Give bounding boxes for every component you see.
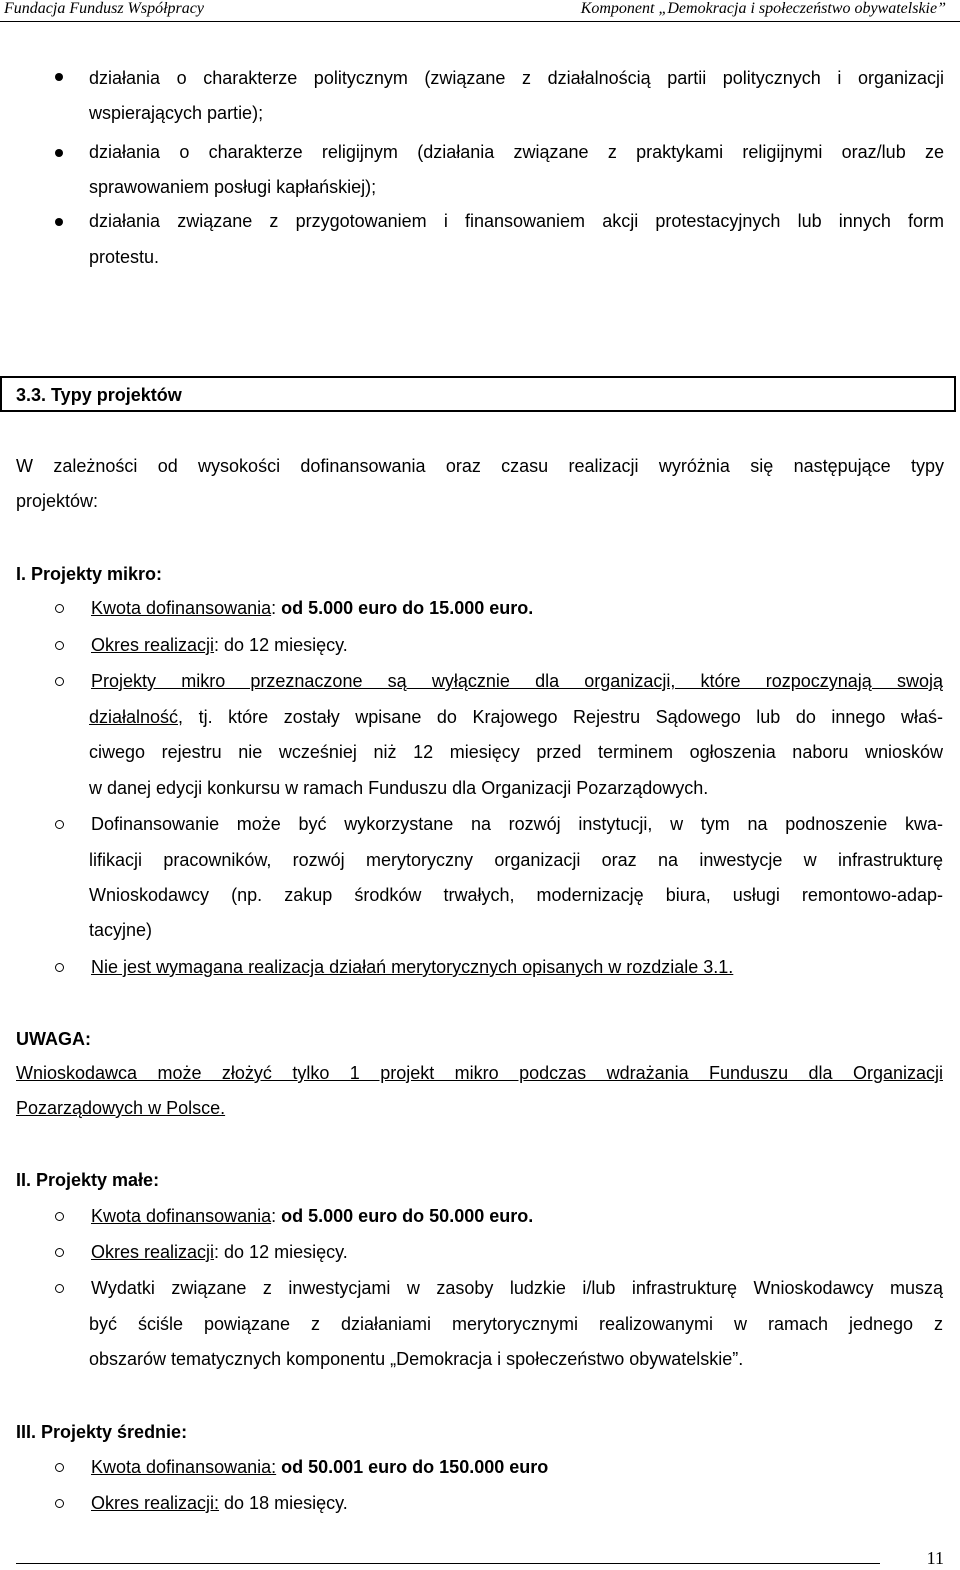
funding-value: od 50.001 euro do 150.000 euro [276,1457,549,1477]
micro-not-required: Nie jest wymagana realizacja działań merytorycznych opisanych w rozdziale 3.1. [91,957,734,977]
period-value: : do 12 miesięcy. [214,635,348,655]
medium-funding [91,1450,548,1485]
bullet-icon [55,1284,64,1293]
micro-cofinancing: Dofinansowanie może być wykorzystane na rozwój instytucji, w tym na podnoszenie kwa- [91,814,943,834]
bullet-icon [55,641,64,650]
list-item-continuation: protestu. [89,247,160,267]
eligibility-text: tj. które zostały wpisane do Krajowego Rejestru Sądowego lub do innego właś- [183,707,943,727]
bullet-icon [55,820,64,829]
section-title-box [0,376,956,412]
bullet-icon [55,73,63,81]
small-period [91,1235,348,1270]
list-item: działania o charakterze religijnym (działania związane z praktykami religijnymi oraz/lub ze [89,142,944,162]
medium-period [91,1486,348,1521]
bullet-icon [55,1499,64,1508]
section-intro: W zależności od wysokości dofinansowania oraz czasu realizacji wyróżnia się następujące typy [16,456,944,476]
section-title: 3.3. Typy projektów [16,385,182,405]
period-value: do 18 miesięcy. [219,1493,348,1513]
bullet-icon [55,1212,64,1221]
bullet-icon [55,1248,64,1257]
page-header [0,0,960,22]
page-number: 11 [926,1548,944,1568]
note-label: UWAGA: [16,1029,91,1049]
small-expenses: Wydatki związane z inwestycjami w zasoby ludzkie i/lub infrastrukturę Wnioskodawcy muszą [91,1278,943,1298]
micro-eligibility-line [89,700,943,735]
micro-heading: I. Projekty mikro: [16,564,163,584]
micro-cofinancing-line: tacyjne) [89,920,153,940]
small-funding [91,1199,533,1234]
small-expenses-line: obszarów tematycznych komponentu „Demokracja i społeczeństwo obywatelskie”. [89,1349,744,1369]
footer-rule [16,1563,880,1564]
bullet-icon [55,604,64,613]
funding-value: od 5.000 euro do 50.000 euro. [281,1206,534,1226]
bullet-icon [55,963,64,972]
funding-label: Kwota dofinansowania [91,598,272,618]
micro-cofinancing-line: Wnioskodawcy (np. zakup środków trwałych, modernizację biura, usługi remontowo-adap- [89,885,943,905]
micro-period [91,628,348,663]
header-left-text: Fundacja Fundusz Współpracy [4,0,204,17]
header-right-text: Komponent „Demokracja i społeczeństwo obywatelskie” [580,0,946,17]
period-value: : do 12 miesięcy. [214,1242,348,1262]
funding-value: od 5.000 euro do 15.000 euro. [281,598,534,618]
funding-separator: : [271,598,282,618]
note-text: Wnioskodawca może złożyć tylko 1 projekt mikro podczas wdrażania Funduszu dla Organizacji [16,1063,943,1083]
small-expenses-line: być ściśle powiązane z działaniami merytorycznymi realizowanymi w ramach jednego z [89,1314,943,1334]
period-label: Okres realizacji: [91,1493,220,1513]
note-text-continuation: Pozarządowych w Polsce. [16,1098,226,1118]
period-label: Okres realizacji [91,1242,215,1262]
bullet-icon [55,1463,64,1472]
micro-cofinancing-line: lifikacji pracowników, rozwój merytoryczny organizacji oraz na inwestycje w infrastrukturę [89,850,943,870]
list-item-continuation: wspierających partie); [89,103,264,123]
period-label: Okres realizacji [91,635,215,655]
micro-eligibility-line: ciwego rejestru nie wcześniej niż 12 miesięcy przed terminem ogłoszenia naboru wniosków [89,742,943,762]
funding-label: Kwota dofinansowania [91,1206,272,1226]
micro-eligibility: Projekty mikro przeznaczone są wyłącznie dla organizacji, które rozpoczynają swoją [91,671,943,691]
list-item: działania związane z przygotowaniem i finansowaniem akcji protestacyjnych lub innych form [89,211,944,231]
funding-separator: : [271,1206,282,1226]
section-intro-continuation: projektów: [16,491,99,511]
bullet-icon [55,149,63,157]
list-item-continuation: sprawowaniem posługi kapłańskiej); [89,177,377,197]
medium-heading: III. Projekty średnie: [16,1422,188,1442]
bullet-icon [55,218,63,226]
header-rule [0,21,960,22]
micro-eligibility-line: w danej edycji konkursu w ramach Funduszu dla Organizacji Pozarządowych. [89,778,709,798]
bullet-icon [55,677,64,686]
funding-label: Kwota dofinansowania: [91,1457,277,1477]
list-item: działania o charakterze politycznym (związane z działalnością partii politycznych i organizacji [89,68,944,88]
micro-funding [91,591,533,626]
small-heading: II. Projekty małe: [16,1170,160,1190]
eligibility-underlined: działalność, [89,707,184,727]
